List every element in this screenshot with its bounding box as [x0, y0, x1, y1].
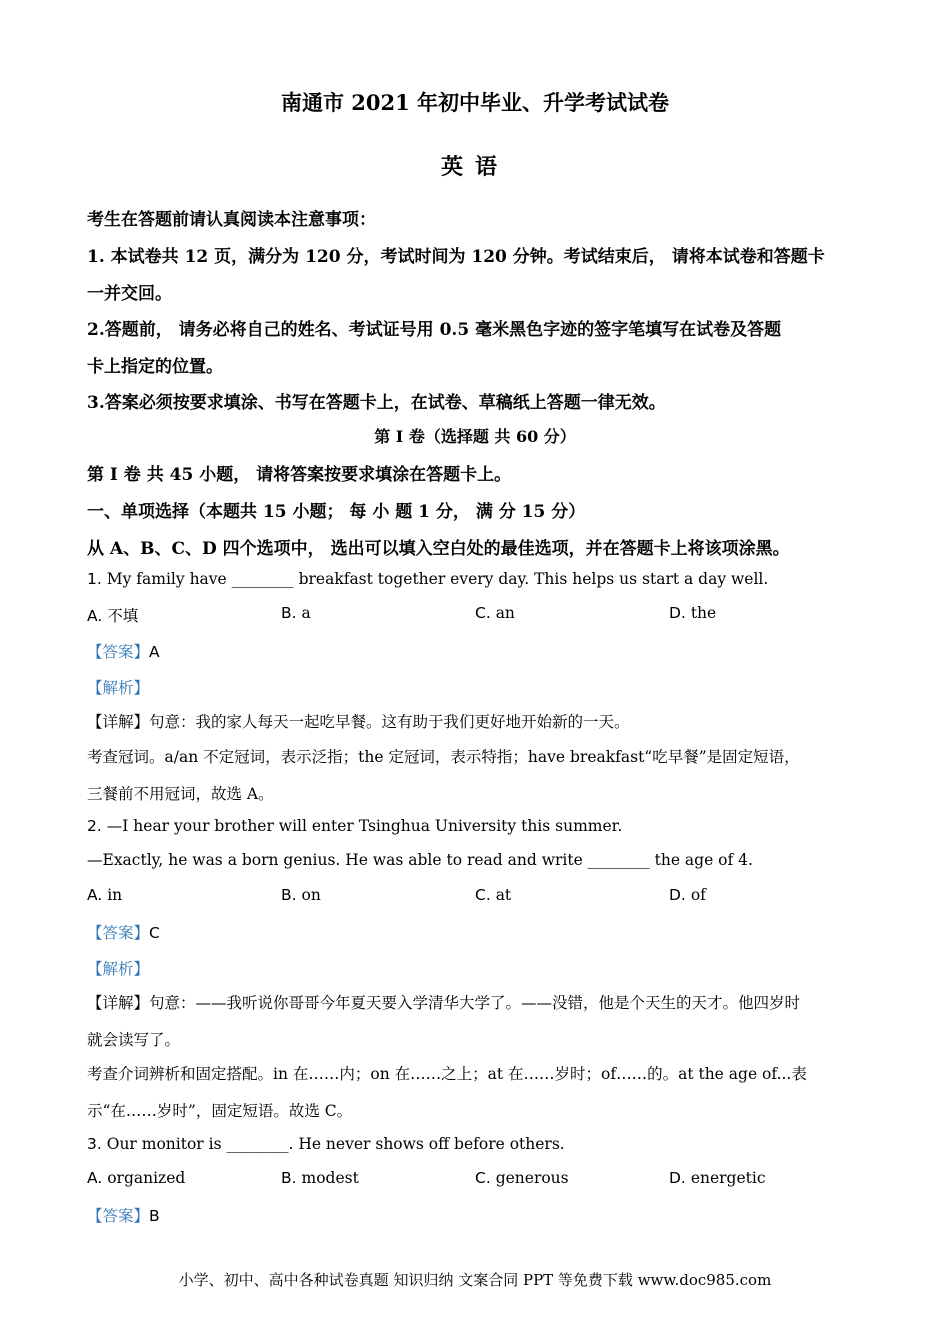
answer-tag: 【答案】 [87, 924, 150, 942]
question-2-detail [87, 991, 800, 1013]
question-1-answer [87, 640, 160, 662]
question-2-explanation: 考查介词辨析和固定搭配。in 在……内；on 在……之上；at 在……岁时；of……的。at the age of...表 [87, 1065, 807, 1083]
question-3-stem [87, 1135, 565, 1153]
notice-item-1-cont: 一并交回。 [87, 284, 172, 304]
question-1-explanation-cont: 三餐前不用冠词，故选 A。 [87, 785, 274, 803]
notice-heading: 考生在答题前请认真阅读本注意事项： [87, 210, 376, 230]
question-1-detail [87, 710, 630, 732]
answer-value: B [149, 1207, 160, 1225]
question-number: 3. [87, 1135, 102, 1153]
question-2-option-c: C. at [475, 886, 512, 904]
question-2-explanation-cont: 示“在……岁时”，固定短语。故选 C。 [87, 1102, 353, 1120]
notice-item-2: 2.答题前， 请务必将自己的姓名、考试证号用 0.5 毫米黑色字迹的签字笔填写在试卷及答题 [87, 320, 782, 340]
section-instruction: 从 A、B、C、D 四个选项中， 选出可以填入空白处的最佳选项，并在答题卡上将该项涂黑。 [87, 539, 790, 559]
question-number: 1. [87, 570, 102, 588]
question-3-option-c: C. generous [475, 1169, 569, 1187]
question-2-stem [87, 817, 622, 835]
notice-item-2-cont: 卡上指定的位置。 [87, 357, 223, 377]
detail-text: 句意：我的家人每天一起吃早餐。这有助于我们更好地开始新的一天。 [149, 713, 630, 731]
question-1-option-c: C. an [475, 604, 515, 622]
question-text: —I hear your brother will enter Tsinghua University this summer. [106, 817, 623, 835]
question-2-option-b: B. on [281, 886, 321, 904]
question-number: 2. [87, 817, 102, 835]
page-footer: 小学、初中、高中各种试卷真题 知识归纳 文案合同 PPT 等免费下载 www.doc985.com [178, 1271, 772, 1289]
question-1-option-a: A. 不填 [87, 607, 139, 625]
question-text: Our monitor is ________. He never shows off before others. [106, 1135, 565, 1153]
part-description: 第 I 卷 共 45 小题， 请将答案按要求填涂在答题卡上。 [87, 465, 512, 485]
question-2-analysis-tag: 【解析】 [87, 960, 150, 978]
question-1-explanation: 考查冠词。a/an 不定冠词，表示泛指；the 定冠词，表示特指；have breakfast“吃早餐”是固定短语， [87, 748, 800, 766]
question-2-option-d: D. of [669, 886, 706, 904]
answer-value: A [149, 643, 160, 661]
question-3-option-b: B. modest [281, 1169, 359, 1187]
question-2-stem-reply: —Exactly, he was a born genius. He was able to read and write ________ the age of 4. [87, 851, 753, 869]
answer-tag: 【答案】 [87, 643, 150, 661]
question-2-detail-cont: 就会读写了。 [87, 1031, 181, 1049]
answer-value: C [149, 924, 160, 942]
question-3-option-a: A. organized [87, 1169, 186, 1187]
section-title: 一、单项选择（本题共 15 小题； 每 小 题 1 分， 满 分 15 分） [87, 502, 586, 522]
detail-text: 句意：——我听说你哥哥今年夏天要入学清华大学了。——没错，他是个天生的天才。他四岁时 [149, 994, 801, 1012]
exam-title: 南通市 2021 年初中毕业、升学考试试卷 [280, 90, 670, 115]
question-1-option-d: D. the [669, 604, 717, 622]
notice-item-3: 3.答案必须按要求填涂、书写在答题卡上，在试卷、草稿纸上答题一律无效。 [87, 393, 666, 413]
question-1-analysis-tag: 【解析】 [87, 679, 150, 697]
question-2-answer [87, 921, 160, 943]
subject-title: 英语 [440, 154, 509, 180]
notice-item-1: 1. 本试卷共 12 页，满分为 120 分，考试时间为 120 分钟。考试结束后， 请将本试卷和答题卡 [87, 247, 825, 267]
question-text: My family have ________ breakfast together every day. This helps us start a day well. [106, 570, 769, 588]
question-3-option-d: D. energetic [669, 1169, 766, 1187]
question-2-option-a: A. in [87, 886, 123, 904]
question-3-answer [87, 1204, 160, 1226]
question-1-stem [87, 570, 768, 588]
part-title: 第 I 卷（选择题 共 60 分） [374, 427, 576, 446]
detail-tag: 【详解】 [87, 713, 150, 731]
detail-tag: 【详解】 [87, 994, 150, 1012]
question-1-option-b: B. a [281, 604, 311, 622]
answer-tag: 【答案】 [87, 1207, 150, 1225]
